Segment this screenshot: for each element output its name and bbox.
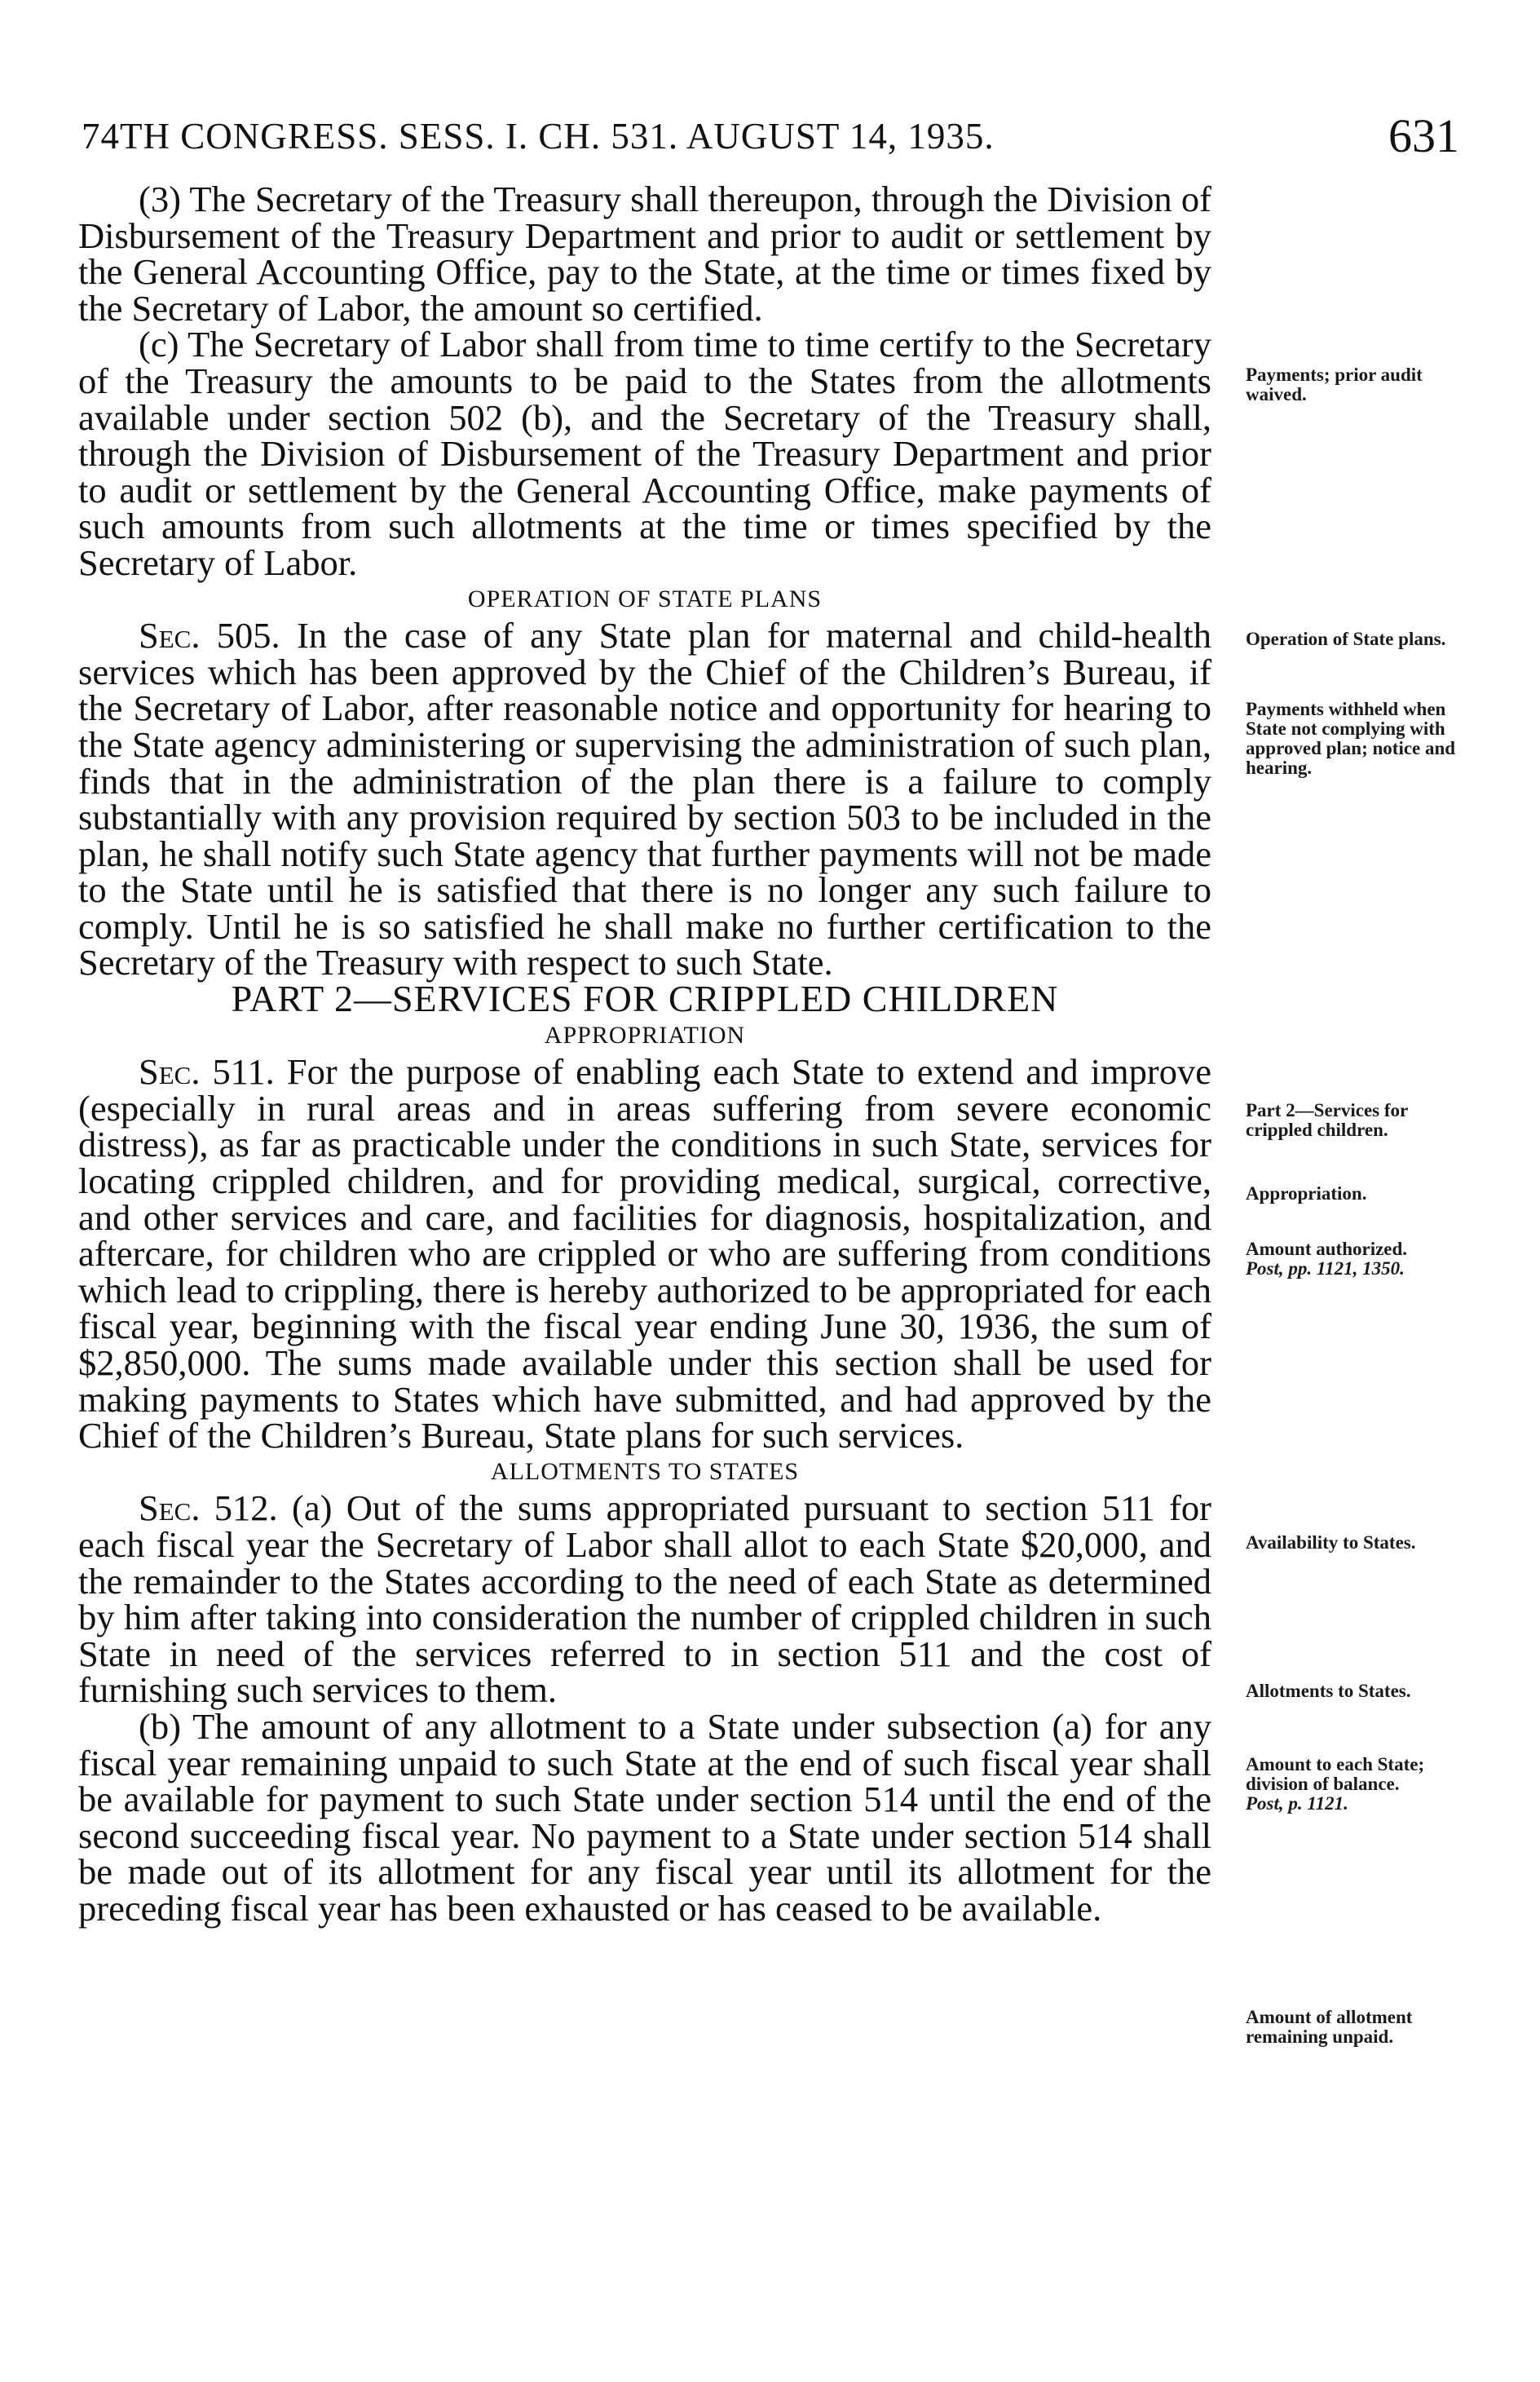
margin-note-payments-withheld: Payments withheld when State not complying with approved plan; notice and hearing. — [1246, 699, 1456, 778]
page-number: 631 — [1388, 109, 1459, 162]
page-header — [82, 94, 1459, 167]
heading-appropriation: APPROPRIATION — [544, 1021, 746, 1049]
section-511 — [78, 1051, 1211, 1456]
paragraph-3: (3) The Secretary of the Treasury shall thereupon, through the Division of Disbursement of the Treasury Department and prior to audit or settlement by the General Accounting Office, pay to the State, at the time or times fixed by the Secretary of Labor, the amount so certified. — [78, 179, 1211, 329]
margin-note-allotments: Allotments to States. — [1246, 1681, 1411, 1701]
section-505-label: Sec. 505. — [139, 615, 280, 656]
margin-note-amount-each-state — [1246, 1755, 1474, 1814]
section-512-label: Sec. 512. — [139, 1487, 278, 1529]
amount-each-state-text: Amount to each State; division of balance. — [1246, 1754, 1425, 1794]
margin-note-part-2: Part 2—Services for crippled children. — [1246, 1100, 1408, 1140]
section-511-label: Sec. 511. — [139, 1051, 275, 1093]
margin-note-amount-authorized — [1246, 1240, 1474, 1279]
post-reference-1: Post, pp. 1121, 1350. — [1246, 1258, 1405, 1279]
part-2-heading: PART 2—SERVICES FOR CRIPPLED CHILDREN — [231, 978, 1059, 1020]
section-512-text: (a) Out of the sums appropriated pursuant to section 511 for each fiscal year the Secretary of Labor shall allot to each State $20,000, and the remainder to the States according to the need of each State as determined by him after taking into consideration the number of crippled children in such State in need of the services referred to in section 511 and the cost of furnishing such services to them. — [78, 1487, 1211, 1711]
amount-authorized-text: Amount authorized. — [1246, 1239, 1408, 1259]
body-text — [78, 181, 1211, 1927]
post-reference-2: Post, p. 1121. — [1246, 1793, 1348, 1814]
paragraph-c: (c) The Secretary of Labor shall from time to time certify to the Secretary of the Treasury the amounts to be paid to the States from the allotments available under section 502 (b), and the Secretary of the Treasury shall, through the Division of Disbursement of the Treasury Department and prior to audit or settlement by the General Accounting Office, make payments of such amounts from such allotments at the time or times specified by the Secretary of Labor. — [78, 324, 1211, 583]
margin-note-payments-prior-audit: Payments; prior audit waived. — [1246, 365, 1423, 404]
margin-note-amount-unpaid: Amount of allotment remaining unpaid. — [1246, 2007, 1413, 2047]
paragraph-b: (b) The amount of any allotment to a State under subsection (a) for any fiscal year remaining unpaid to such State at the end of such fiscal year shall be available for payment to such State under section 514 until the end of the second succeeding fiscal year. No payment to a State under section 514 shall be made out of its allotment for any fiscal year until its allotment for the preceding fiscal year has been exhausted or has ceased to be available. — [78, 1705, 1211, 1929]
section-512 — [78, 1487, 1211, 1711]
section-505 — [78, 617, 1211, 981]
heading-allotments-to-states: ALLOTMENTS TO STATES — [490, 1457, 800, 1485]
margin-note-availability: Availability to States. — [1246, 1532, 1416, 1553]
margin-note-operation-state-plans: Operation of State plans. — [1246, 629, 1446, 649]
heading-operation-of-state-plans: OPERATION OF STATE PLANS — [467, 585, 823, 612]
running-head: 74TH CONGRESS. SESS. I. CH. 531. AUGUST 14, 1935. — [82, 116, 995, 157]
section-505-text: In the case of any State plan for maternal and child-health services which has been approved by the Chief of the Children’s Bureau, if the Secretary of Labor, after reasonable notice and opportunity for hearing to the State agency administering or supervising the administration of such plan, finds that in the administration of the plan there is a failure to comply substantially with any provision required by section 503 to be included in the plan, he shall notify such State agency that further payments will not be made to the State until he is satisfied that there is no longer any such failure to comply. Until he is so satisfied he shall make no further certification to the Secretary of the Treasury with respect to such State. — [78, 615, 1211, 983]
section-511-text: For the purpose of enabling each State to extend and improve (especially in rural areas and in areas suffering from severe economic distress), as far as practicable under the conditions in such State, services for locating crippled children, and for providing medical, surgical, corrective, and other services and care, and facilities for diagnosis, hospitalization, and aftercare, for children who are crippled or who are suffering from conditions which lead to crippling, there is hereby authorized to be appropriated for each fiscal year, beginning with the fiscal year ending June 30, 1936, the sum of $2,850,000. The sums made available under this section shall be used for making payments to States which have submitted, and had approved by the Chief of the Children’s Bureau, State plans for such services. — [78, 1051, 1211, 1456]
margin-note-appropriation: Appropriation. — [1246, 1183, 1367, 1204]
